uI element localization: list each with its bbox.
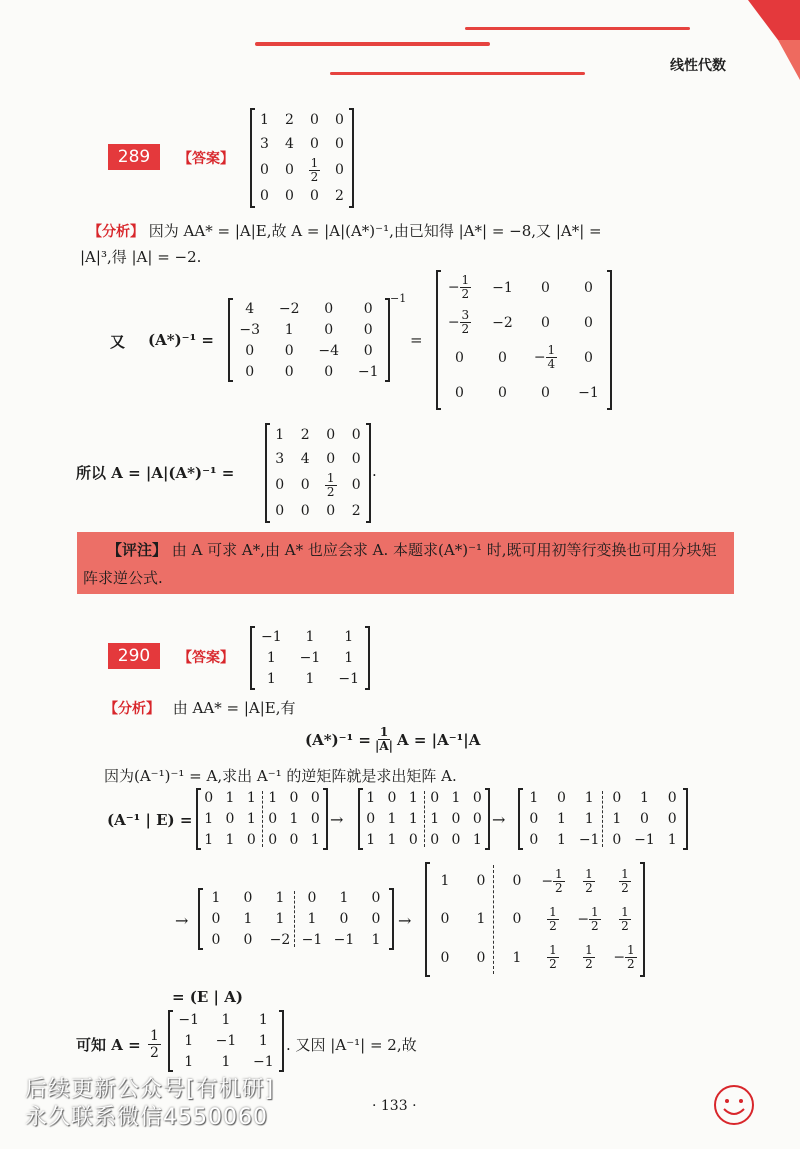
matrix-cell: 0 — [285, 187, 294, 204]
page-number: · 133 · — [372, 1098, 417, 1114]
matrix-cell: 1 — [221, 1053, 231, 1070]
matrix-cell: −2 — [269, 931, 291, 948]
known-fraction — [148, 1028, 161, 1061]
known-frac-den: 2 — [150, 1045, 159, 1061]
matrix-cell: 0 — [324, 363, 334, 380]
answer-matrix — [250, 108, 354, 208]
matrix-cell: 0 — [310, 810, 320, 827]
matrix-cell: 0 — [541, 279, 550, 296]
equals-sign: = — [410, 331, 423, 349]
header-title: 线性代数 — [670, 58, 726, 74]
matrix-cell: − $\frac{1}{2}$ — [613, 943, 635, 972]
header-stripe — [330, 72, 585, 75]
matrix-cell: 0 — [584, 314, 593, 331]
matrix-cell: 1 — [204, 831, 214, 848]
matrix-cell: 0 — [243, 890, 253, 907]
augmented-matrix-4 — [198, 888, 394, 950]
matrix-cell: 0 — [430, 831, 440, 848]
period: . — [372, 462, 377, 480]
matrix-cell: 0 — [440, 911, 450, 928]
matrix-cell: 0 — [351, 477, 361, 494]
matrix-cell: 0 — [451, 831, 461, 848]
matrix-cell: 1 — [184, 1053, 194, 1070]
matrix-cell: 0 — [204, 790, 214, 807]
matrix-cell: −1 — [253, 1053, 274, 1070]
analysis-text: 由 AA* = |A|E,有 — [172, 699, 296, 717]
matrix-cell: 0 — [211, 931, 221, 948]
matrix-cell: 0 — [310, 187, 319, 204]
matrix-cell: 0 — [363, 321, 373, 338]
matrix-cell: 1 — [451, 790, 461, 807]
review-tag: 【评注】 — [107, 541, 168, 559]
augmented-matrix-2 — [358, 788, 490, 850]
matrix-cell: 0 — [541, 314, 550, 331]
matrix-cell: 1 — [246, 790, 256, 807]
answer-tag: 【答案】 — [178, 650, 234, 666]
matrix-cell: 2 — [300, 427, 310, 444]
matrix-cell: 0 — [310, 790, 320, 807]
matrix-cell: 0 — [335, 162, 344, 179]
matrix-cell: 1 — [612, 810, 622, 827]
formula-rhs: A = |A⁻¹|A — [397, 730, 481, 749]
known-matrix — [168, 1010, 284, 1072]
matrix-cell: 0 — [275, 477, 285, 494]
matrix-cell: 0 — [326, 451, 336, 468]
matrix-cell: 0 — [512, 911, 522, 928]
problem-number-289: 289 — [108, 144, 160, 170]
matrix-cell: 0 — [455, 349, 464, 366]
matrix-cell: 1 — [204, 810, 214, 827]
matrix-cell: −1 — [301, 931, 323, 948]
matrix-cell: 1 — [284, 321, 294, 338]
result-matrix — [265, 423, 371, 523]
matrix-cell: 0 — [300, 477, 310, 494]
matrix-cell: 1 — [512, 949, 522, 966]
matrix-cell: 0 — [284, 342, 294, 359]
matrix-cell: 1 — [289, 810, 299, 827]
review-text: 由 A 可求 A*,由 A* 也应会求 A. 本题求(A*)⁻¹ 时,既可用初等行变换也可用分块矩阵求逆公式. — [83, 541, 717, 587]
matrix-cell: 0 — [268, 831, 278, 848]
matrix-cell: 1 — [225, 790, 235, 807]
analysis-line-2: |A|³,得 |A| = −2. — [80, 248, 202, 266]
matrix-cell: −1 — [578, 384, 599, 401]
analysis-line-1 — [88, 220, 602, 241]
matrix-cell: 1 — [221, 1012, 231, 1029]
formula-den: |A| — [374, 739, 394, 753]
matrix-cell: 1 — [211, 890, 221, 907]
matrix-cell: −2 — [278, 300, 300, 317]
matrix-cell: 0 — [326, 502, 336, 519]
matrix-cell: 1 — [366, 831, 376, 848]
matrix-cell: 4 — [245, 300, 255, 317]
matrix-cell: 0 — [339, 910, 349, 927]
matrix-cell: 0 — [363, 300, 373, 317]
review-box — [77, 532, 734, 594]
matrix-cell: 1 — [387, 831, 397, 848]
matrix-cell: 1 — [268, 790, 278, 807]
arrow-1: → — [330, 810, 344, 829]
matrix-cell: $\frac{1}{2}$ — [585, 866, 593, 895]
matrix-cell: 0 — [451, 810, 461, 827]
known-frac-num: 1 — [150, 1028, 159, 1044]
matrix-cell: 0 — [289, 790, 299, 807]
matrix-cell: 0 — [310, 112, 319, 129]
matrix-cell: −1 — [261, 628, 282, 645]
matrix-cell: 1 — [366, 790, 376, 807]
matrix-cell: 1 — [305, 671, 315, 688]
matrix-cell: 1 — [408, 810, 418, 827]
matrix-cell: 1 — [408, 790, 418, 807]
matrix-cell: 2 — [335, 187, 344, 204]
arrow-4: → — [398, 911, 412, 930]
matrix-cell: 0 — [584, 279, 593, 296]
arrow-3: → — [175, 911, 189, 930]
formula-lhs: (A*)⁻¹ = — [305, 730, 371, 749]
matrix-cell: 0 — [557, 790, 566, 807]
matrix-cell: 1 — [246, 810, 256, 827]
matrix-cell: $\frac{1}{2}$ — [585, 943, 593, 972]
matrix-cell: 1 — [266, 671, 276, 688]
matrix-cell: 0 — [284, 363, 294, 380]
matrix-cell: $\frac{1}{2}$ — [549, 904, 557, 933]
matrix-cell: $\frac{1}{2}$ — [310, 155, 319, 184]
matrix-cell: 1 — [344, 628, 354, 645]
answer-tag: 【答案】 — [178, 151, 234, 167]
matrix-cell: 0 — [498, 349, 507, 366]
matrix-cell: 0 — [498, 384, 507, 401]
matrix-cell: − $\frac{1}{2}$ — [447, 273, 470, 301]
matrix-cell: 3 — [260, 136, 269, 153]
matrix-cell: 0 — [289, 831, 299, 848]
matrix-cell: 1 — [557, 810, 566, 827]
matrix-cell: 0 — [245, 342, 255, 359]
matrix-cell: 0 — [472, 790, 482, 807]
matrix-cell: 1 — [472, 831, 482, 848]
matrix-cell: 0 — [667, 810, 677, 827]
arrow-2: → — [492, 810, 506, 829]
smiley-stamp — [712, 1083, 756, 1127]
matrix-cell: 0 — [300, 502, 310, 519]
matrix-cell: 0 — [335, 112, 344, 129]
matrix-cell: 0 — [260, 187, 269, 204]
matrix-cell: −1 — [299, 649, 321, 666]
matrix-cell: 1 — [584, 790, 594, 807]
matrix-cell: 1 — [275, 910, 285, 927]
matrix-cell: 0 — [335, 136, 344, 153]
matrix-cell: 0 — [366, 810, 376, 827]
matrix-cell: 3 — [275, 451, 285, 468]
analysis-tag: 【分析】 — [104, 701, 160, 717]
matrix-cell: 1 — [275, 427, 285, 444]
matrix-cell: 0 — [371, 910, 381, 927]
matrix-cell: 0 — [310, 136, 319, 153]
matrix-cell: 1 — [260, 112, 269, 129]
astar-inverse-matrix — [436, 270, 612, 410]
matrix-cell: 0 — [225, 810, 235, 827]
matrix-cell: 1 — [339, 890, 349, 907]
matrix-cell: 1 — [640, 790, 649, 807]
matrix-cell: 0 — [455, 384, 464, 401]
matrix-cell: 1 — [344, 649, 354, 666]
matrix-cell: 1 — [307, 910, 317, 927]
matrix-cell: 0 — [245, 363, 255, 380]
matrix-cell: 0 — [387, 790, 397, 807]
augmented-matrix-3 — [518, 788, 688, 850]
matrix-cell: 0 — [529, 810, 539, 827]
matrix-cell: $\frac{1}{2}$ — [621, 904, 629, 933]
matrix-cell: −3 — [239, 321, 261, 338]
so-label: 所以 A = |A|(A*)⁻¹ = — [76, 464, 235, 482]
matrix-cell: $\frac{1}{2}$ — [621, 866, 629, 895]
matrix-cell: 0 — [326, 427, 336, 444]
matrix-cell: − $\frac{3}{2}$ — [447, 308, 470, 336]
analysis-text: 因为 AA* = |A|E,故 A = |A|(A*)⁻¹,由已知得 |A*| = −8,又 |A*| = — [148, 222, 602, 240]
matrix-cell: 0 — [246, 831, 256, 848]
matrix-cell: 1 — [243, 910, 253, 927]
matrix-cell: 0 — [351, 451, 361, 468]
matrix-cell: − $\frac{1}{2}$ — [577, 904, 599, 933]
matrix-cell: 2 — [285, 112, 294, 129]
matrix-cell: 1 — [371, 931, 381, 948]
line-inverse: 因为(A⁻¹)⁻¹ = A,求出 A⁻¹ 的逆矩阵就是求出矩阵 A. — [104, 767, 457, 785]
matrix-cell: 1 — [440, 873, 450, 890]
matrix-cell: 0 — [440, 949, 450, 966]
matrix-cell: 0 — [584, 349, 593, 366]
matrix-cell: 0 — [612, 790, 622, 807]
matrix-cell: 1 — [430, 810, 440, 827]
matrix-cell: − $\frac{1}{4}$ — [533, 343, 556, 371]
inverse-exponent: −1 — [390, 292, 407, 305]
matrix-cell: −1 — [492, 279, 513, 296]
matrix-cell: $\frac{1}{2}$ — [326, 470, 335, 499]
header-stripe — [465, 27, 690, 30]
matrix-cell: 0 — [640, 810, 649, 827]
matrix-cell: 0 — [472, 810, 482, 827]
matrix-cell: 1 — [529, 790, 539, 807]
matrix-cell: 1 — [387, 810, 397, 827]
matrix-cell: 1 — [275, 890, 285, 907]
formula — [305, 726, 480, 753]
matrix-cell: 0 — [371, 890, 381, 907]
matrix-cell: 0 — [268, 810, 278, 827]
matrix-cell: 0 — [243, 931, 253, 948]
analysis-tag: 【分析】 — [88, 224, 144, 240]
analysis-line-290 — [104, 697, 295, 718]
astar-matrix — [228, 298, 390, 382]
matrix-cell: −1 — [338, 671, 359, 688]
matrix-cell: 1 — [258, 1012, 268, 1029]
matrix-cell: 0 — [667, 790, 677, 807]
header-stripe — [255, 42, 490, 46]
matrix-cell: 0 — [324, 321, 334, 338]
matrix-cell: 1 — [305, 628, 315, 645]
matrix-cell: 4 — [300, 451, 310, 468]
matrix-cell: 0 — [285, 162, 294, 179]
matrix-cell: 0 — [275, 502, 285, 519]
also-label: 又 — [110, 333, 126, 351]
matrix-cell: 1 — [258, 1032, 268, 1049]
formula-fraction — [375, 726, 393, 753]
matrix-cell: 1 — [225, 831, 235, 848]
matrix-cell: 1 — [184, 1032, 194, 1049]
augmented-matrix-5 — [425, 862, 645, 977]
matrix-cell: 0 — [476, 873, 486, 890]
matrix-cell: 0 — [612, 831, 622, 848]
matrix-cell: −1 — [215, 1032, 237, 1049]
matrix-cell: $\frac{1}{2}$ — [549, 943, 557, 972]
equals-ea: = (E | A) — [172, 988, 243, 1006]
also-lhs: (A*)⁻¹ = — [148, 331, 214, 349]
matrix-cell: 0 — [307, 890, 317, 907]
matrix-cell: 1 — [266, 649, 276, 666]
matrix-cell: 0 — [211, 910, 221, 927]
matrix-cell: 2 — [351, 502, 361, 519]
matrix-cell: − $\frac{1}{2}$ — [541, 866, 563, 895]
matrix-cell: 0 — [408, 831, 418, 848]
aug-label: (A⁻¹ | E) = — [107, 811, 193, 829]
matrix-cell: 0 — [430, 790, 440, 807]
matrix-cell: 0 — [363, 342, 373, 359]
matrix-cell: −1 — [578, 831, 600, 848]
known-tail: . 又因 |A⁻¹| = 2,故 — [286, 1036, 417, 1054]
matrix-cell: −1 — [178, 1012, 199, 1029]
matrix-cell: 4 — [285, 136, 294, 153]
matrix-cell: −1 — [634, 831, 655, 848]
matrix-cell: −4 — [318, 342, 340, 359]
watermark-line-2: 永久联系微信4550060 — [25, 1105, 268, 1130]
corner-decoration — [738, 0, 800, 80]
matrix-cell: −2 — [492, 314, 513, 331]
matrix-cell: 0 — [476, 949, 486, 966]
matrix-cell: 0 — [351, 427, 361, 444]
matrix-cell: 1 — [667, 831, 677, 848]
matrix-cell: 0 — [512, 873, 522, 890]
matrix-cell: 1 — [476, 911, 486, 928]
known-label: 可知 A = — [76, 1036, 141, 1054]
answer-matrix-290 — [250, 626, 370, 690]
problem-number-290: 290 — [108, 643, 160, 669]
matrix-cell: 1 — [557, 831, 566, 848]
matrix-cell: 0 — [324, 300, 334, 317]
matrix-cell: 0 — [529, 831, 539, 848]
matrix-cell: 0 — [541, 384, 550, 401]
matrix-cell: −1 — [333, 931, 355, 948]
formula-num: 1 — [379, 725, 389, 739]
augmented-matrix-1 — [196, 788, 328, 850]
matrix-cell: 1 — [310, 831, 320, 848]
watermark-line-1: 后续更新公众号[有机研] — [25, 1077, 275, 1102]
matrix-cell: 0 — [260, 162, 269, 179]
matrix-cell: −1 — [357, 363, 379, 380]
matrix-cell: 1 — [584, 810, 594, 827]
